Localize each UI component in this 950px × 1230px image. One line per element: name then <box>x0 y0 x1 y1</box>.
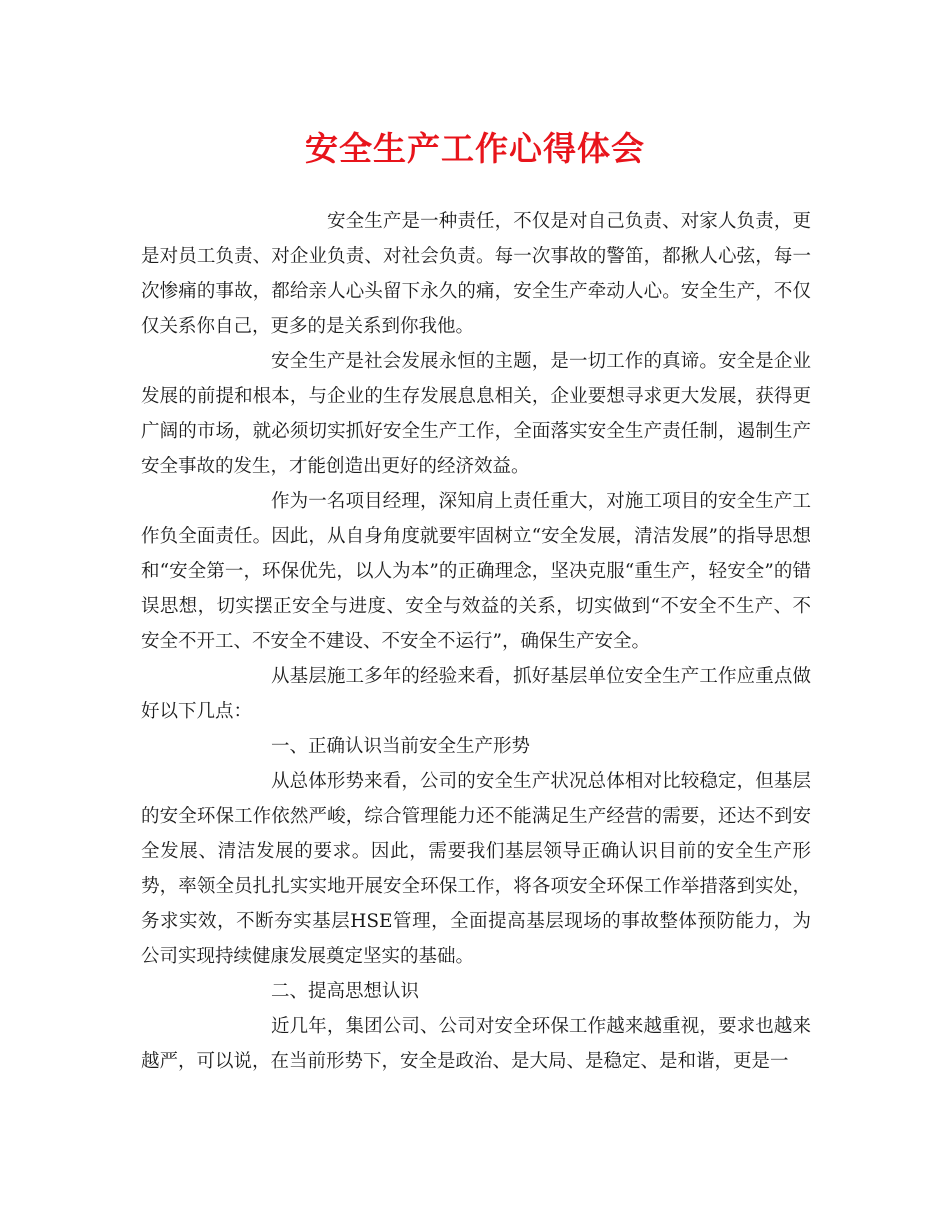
paragraph-1: 安全生产是一种责任，不仅是对自己负责、对家人负责，更是对员工负责、对企业负责、对社会负责。每一次事故的警笛，都揪人心弦，每一次惨痛的事故，都给亲人心头留下永久的痛，安全生产牵动人心。安全生产，不仅仅关系你自己，更多的是关系到你我他。 <box>141 211 811 337</box>
document-title: 安全生产工作心得体会 <box>305 129 645 168</box>
paragraph-4: 从基层施工多年的经验来看，抓好基层单位安全生产工作应重点做好以下几点： <box>141 666 811 722</box>
paragraph-2: 安全生产是社会发展永恒的主题，是一切工作的真谛。安全是企业发展的前提和根本，与企业的生存发展息息相关，企业要想寻求更大发展，获得更广阔的市场，就必须切实抓好安全生产工作，全面落实安全生产责任制，遏制生产安全事故的发生，才能创造出更好的经济效益。 <box>141 351 811 477</box>
section-heading-1: 一、正确认识当前安全生产形势 <box>271 736 531 757</box>
document-body <box>141 204 811 1079</box>
paragraph-3: 作为一名项目经理，深知肩上责任重大，对施工项目的安全生产工作负全面责任。因此，从自身角度就要牢固树立“安全发展，清洁发展”的指导思想和“安全第一，环保优先，以人为本”的正确理念，坚决克服“重生产，轻安全”的错误思想，切实摆正安全与进度、安全与效益的关系，切实做到“不安全不生产、不安全不开工、不安全不建设、不安全不运行”，确保生产安全。 <box>141 491 811 652</box>
section-heading-2: 二、提高思想认识 <box>271 981 420 1002</box>
paragraph-6: 近几年，集团公司、公司对安全环保工作越来越重视，要求也越来越严，可以说，在当前形势下，安全是政治、是大局、是稳定、是和谐，更是一 <box>141 1016 811 1072</box>
paragraph-5: 从总体形势来看，公司的安全生产状况总体相对比较稳定，但基层的安全环保工作依然严峻，综合管理能力还不能满足生产经营的需要，还达不到安全发展、清洁发展的要求。因此，需要我们基层领导正确认识目前的安全生产形势，率领全员扎扎实实地开展安全环保工作，将各项安全环保工作举措落到实处，务求实效，不断夯实基层HSE管理，全面提高基层现场的事故整体预防能力，为公司实现持续健康发展奠定坚实的基础。 <box>141 771 811 967</box>
